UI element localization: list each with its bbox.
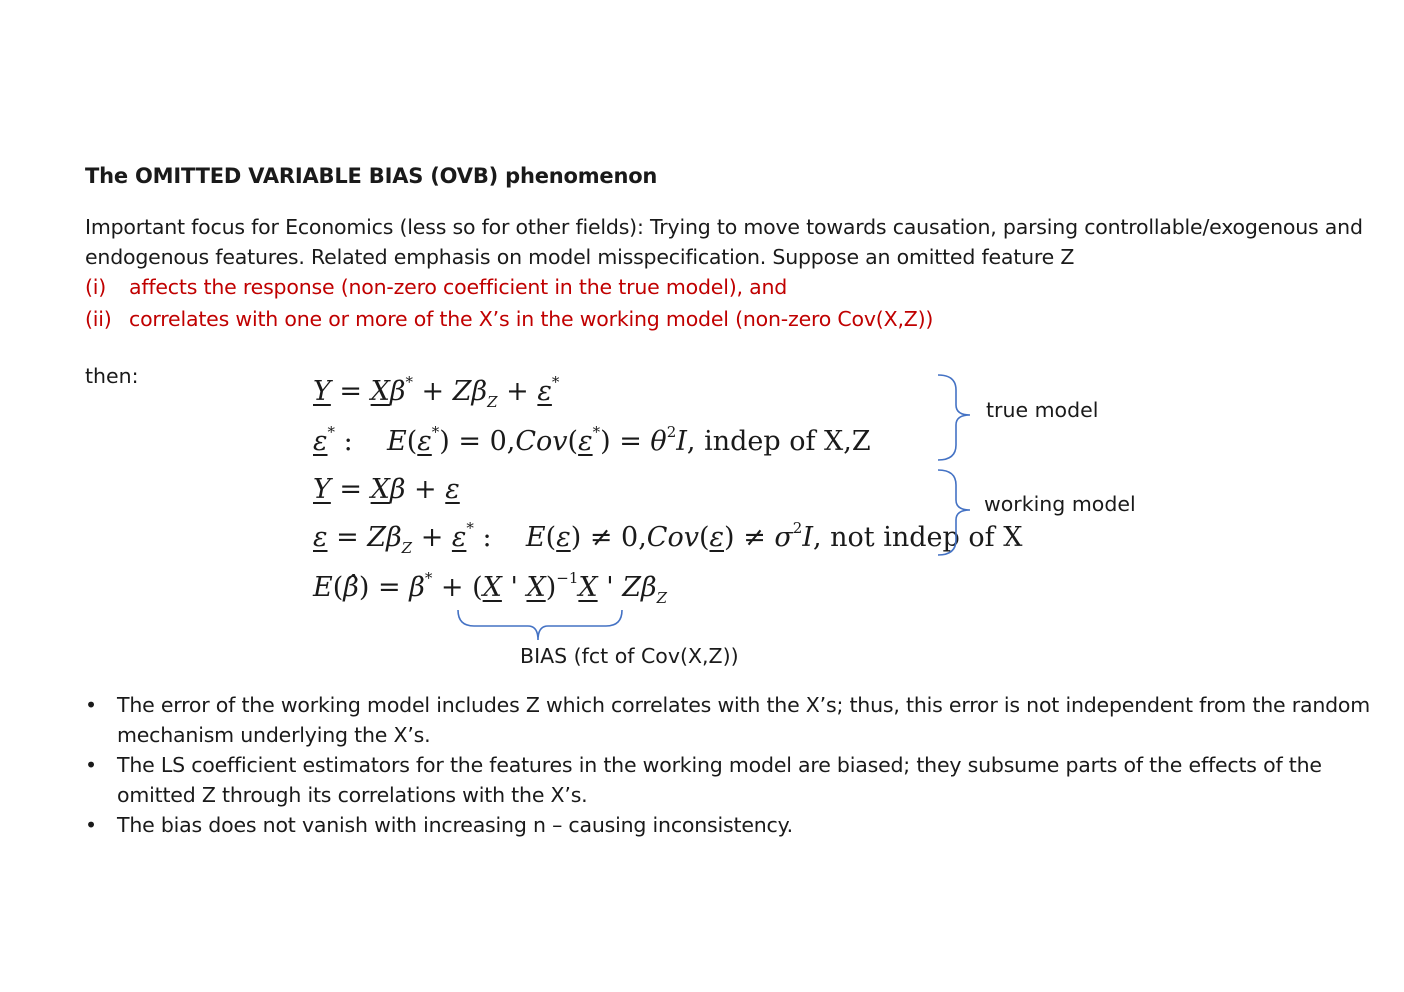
working-model-brace xyxy=(938,470,970,555)
condition-number: (i) xyxy=(85,275,107,299)
not-indep-text: not indep of X xyxy=(830,522,1023,553)
equation-expected-beta: E(β̂) = β* + (X ' X)$^{-1}$X ' $Z\beta_Z$ xyxy=(313,569,668,607)
true-model-brace xyxy=(938,375,970,460)
condition-text: correlates with one or more of the X’s in the working model (non-zero Cov(X,Z)) xyxy=(129,307,934,331)
condition-text: affects the response (non-zero coefficient in the true model), and xyxy=(129,275,788,299)
bias-label: BIAS (fct of Cov(X,Z)) xyxy=(520,644,739,668)
equation-true-model: $Y = X\beta^* + Z\beta_Z + \varepsilon^*$ xyxy=(313,373,560,411)
equation-true-error: ε* : $E(\varepsilon^*) = 0,Cov(\varepsilon^*) = \theta^2I$, indep of X,Z xyxy=(313,423,871,457)
bullet-list xyxy=(85,690,1375,840)
working-model-label: working model xyxy=(984,492,1136,516)
page-title: The OMITTED VARIABLE BIAS (OVB) phenomenon xyxy=(85,164,658,188)
condition-number: (ii) xyxy=(85,307,112,331)
bullet-item: • The bias does not vanish with increasing n – causing inconsistency. xyxy=(85,810,1375,840)
equation-working-error: $\varepsilon = Z\beta_Z + \varepsilon^*$ : $E(\varepsilon) \ne 0,Cov(\varepsilon) \ne \sigma^2I$, not indep of X xyxy=(313,519,1023,557)
bullet-item: • The LS coefficient estimators for the features in the working model are biased; they subsume parts of the effects of the omitted Z through its correlations with the X’s. xyxy=(85,750,1375,810)
equation-working-model: Y = Xβ + ε xyxy=(313,474,460,505)
bias-brace xyxy=(458,610,622,640)
intro-text: Important focus for Economics (less so for other fields): Trying to move towards causation, parsing controllable/exogenous and endogenous features. Related emphasis on model misspecification. Suppose an omitted feature Z xyxy=(85,215,1363,269)
true-model-label: true model xyxy=(986,398,1099,422)
then-label: then: xyxy=(85,364,139,388)
indep-text: indep of X,Z xyxy=(704,426,871,457)
bullet-item: • The error of the working model includes Z which correlates with the X’s; thus, this error is not independent from the random mechanism underlying the X’s. xyxy=(85,690,1375,750)
